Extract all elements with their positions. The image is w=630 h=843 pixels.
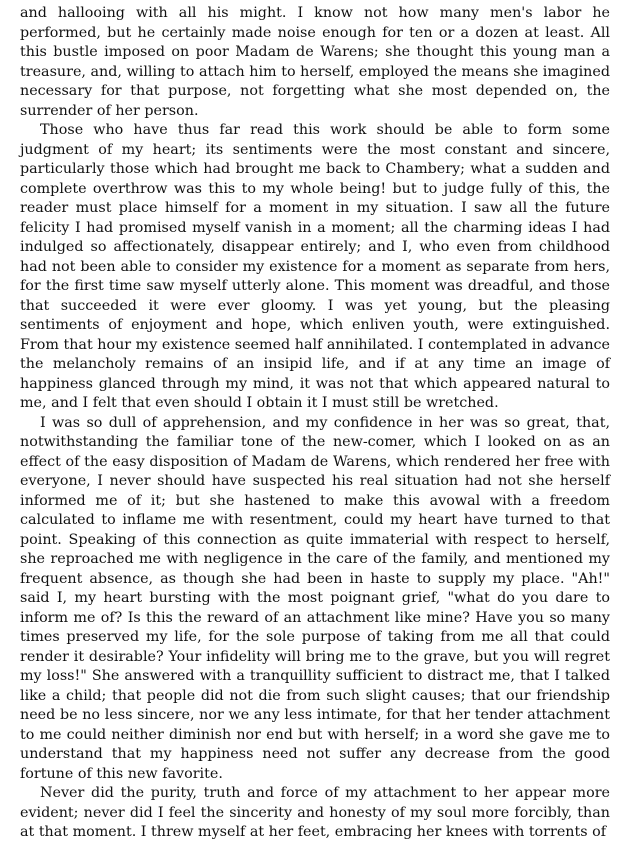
paragraph-1: and hallooing with all his might. I know not how many men's labor he performed, but he certainly made noise enough for ten or a dozen at least. All this bustle imposed on poor Madam de Warens; she thought this young man a treasure, and, willing to attach him to herself, employed the means she imagined necessary for that purpose, not forgetting what she most depended on, the surrender of her person. — [20, 5, 610, 119]
paragraph-3: I was so dull of apprehension, and my confidence in her was so great, that, notwithstanding the familiar tone of the new-comer, which I looked on as an effect of the easy disposition of Madam de Warens, which rendered her free with everyone, I never should have suspected his real situation had not she herself informed me of it; but she hastened to make this avowal with a freedom calculated to inflame me with resentment, could my heart have turned to that point. Speaking of this connection as quite immaterial with respect to herself, she reproached me with negligence in the care of the family, and mentioned my frequent absence, as though she had been in haste to supply my place. "Ah!" said I, my heart bursting with the most poignant grief, "what do you dare to inform me of? Is this the reward of an attachment like mine? Have you so many times preserved my life, for the sole purpose of taking from me all that could render it desirable? Your infidelity will bring me to the grave, but you will regret my loss!" She answered with a tranquillity sufficient to distract me, that I talked like a child; that people did not die from such slight causes; that our friendship need be no less sincere, nor we any less intimate, for that her tender attachment to me could neither diminish nor end but with herself; in a word she gave me to understand that my happiness need not suffer any decrease from the good fortune of this new favorite. — [20, 414, 610, 782]
paragraph-4: Never did the purity, truth and force of my attachment to her appear more evident; never did I feel the sincerity and honesty of my soul more forcibly, than at that moment. I threw myself at her feet, embracing her knees with torrents of — [20, 785, 610, 840]
paragraph-2: Those who have thus far read this work should be able to form some judgment of my heart; its sentiments were the most constant and sincere, particularly those which had brought me back to Chambery; what a sudden and complete overthrow was this to my whole being! but to judge fully of this, the reader must place himself for a moment in my situation. I saw all the future felicity I had promised myself vanish in a moment; all the charming ideas I had indulged so affectionately, disappear entirely; and I, who even from childhood had not been able to consider my existence for a moment as separate from hers, for the first time saw myself utterly alone. This moment was dreadful, and those that succeeded it were ever gloomy. I was yet young, but the pleasing sentiments of enjoyment and hope, which enliven youth, were extinguished. From that hour my existence seemed half annihilated. I contemplated in advance the melancholy remains of an insipid life, and if at any time an image of happiness glanced through my mind, it was not that which appeared natural to me, and I felt that even should I obtain it I must still be wretched. — [20, 122, 610, 411]
